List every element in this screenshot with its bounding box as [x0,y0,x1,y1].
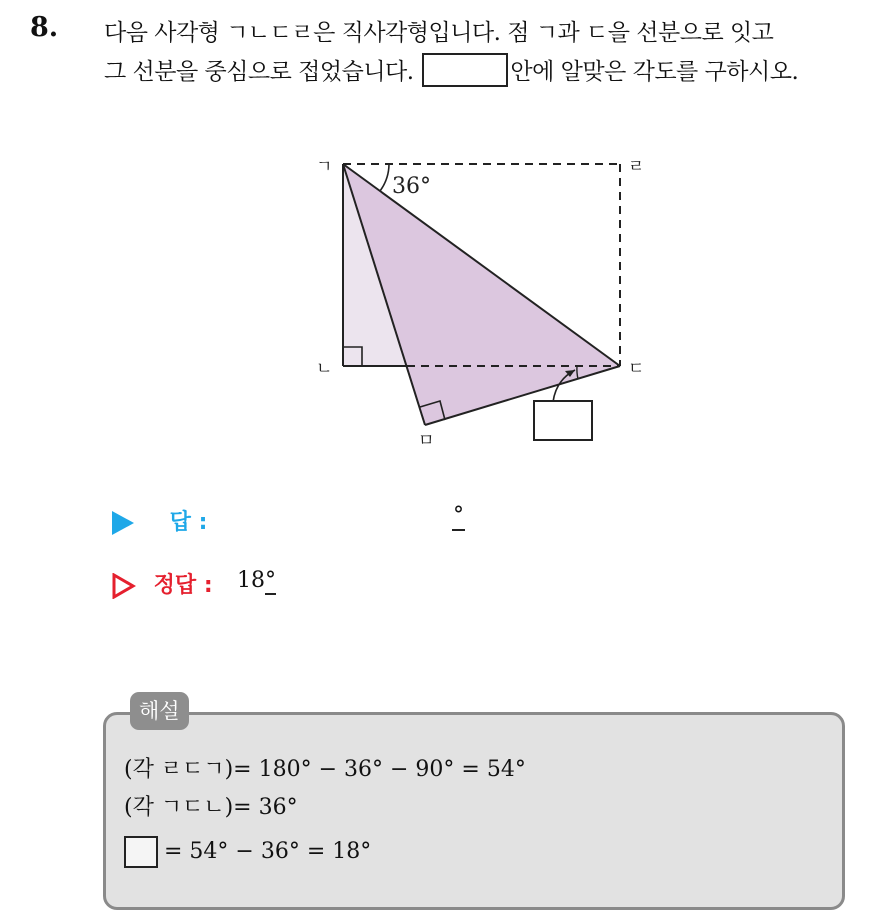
answer-row [112,505,207,536]
answer-blank-unit: ° [452,503,465,531]
correct-answer-row [112,568,213,599]
question-text-line2-after: 안에 알맞은 각도를 구하시오. [510,59,799,85]
question-number: 8. [30,12,59,43]
vertex-label-m: ㅁ [418,431,435,451]
explanation-line2: (각 ㄱㄷㄴ)= 36° [124,795,298,820]
angle-arc-36 [380,164,389,191]
explanation-answer-box [124,836,158,868]
answer-marker-icon [112,511,134,535]
answer-label: 답 : [169,510,208,535]
question-text-line1: 다음 사각형 ㄱㄴㄷㄹ은 직사각형입니다. 점 ㄱ과 ㄷ을 선분으로 잇고 [104,20,774,46]
vertex-label-g: ㄱ [316,157,333,177]
explanation-line1: (각 ㄹㄷㄱ)= 180° − 36° − 90° = 54° [124,757,526,782]
figure-answer-box [534,401,592,440]
correct-value [237,568,276,593]
question-text-line2-before: 그 선분을 중심으로 접었습니다. [104,59,414,85]
vertex-label-n: ㄴ [316,359,333,379]
correct-marker-icon [112,573,136,599]
explanation-line3-text: = 54° − 36° = 18° [164,839,372,864]
vertex-label-r: ㄹ [628,157,645,177]
explanation-tab: 해설 [130,692,189,730]
correct-label: 정답 : [153,573,213,598]
explanation-line3 [124,836,371,868]
vertex-label-d: ㄷ [628,359,645,379]
angle-label: 36° [392,174,431,199]
correct-value-unit: ° [265,568,276,593]
correct-value-number: 18 [237,568,265,593]
